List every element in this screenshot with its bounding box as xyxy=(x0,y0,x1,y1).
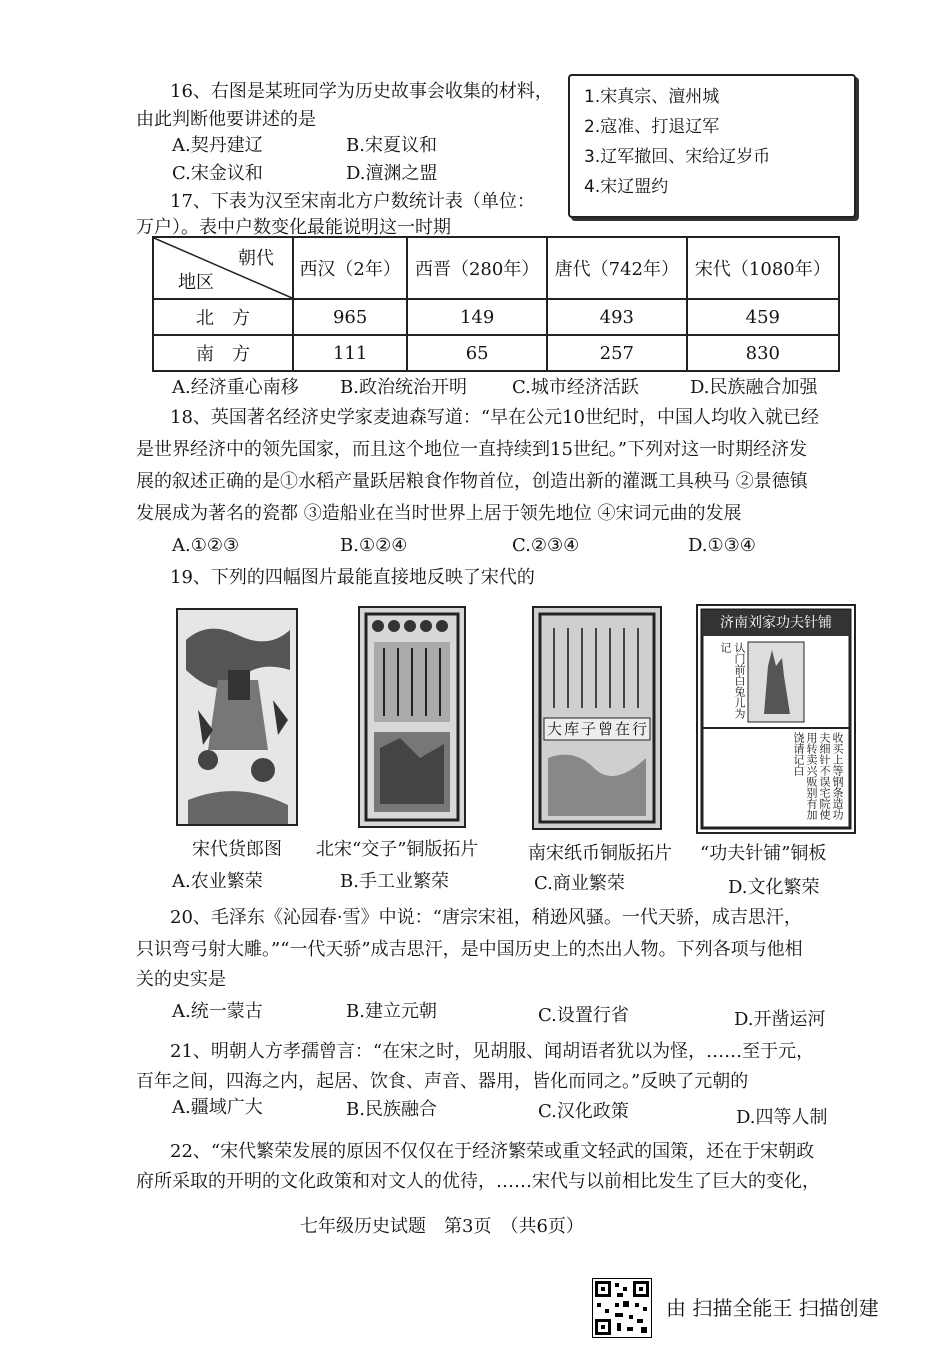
needle-shop-plate-image xyxy=(696,604,856,834)
q20-stem-line1: 20、毛泽东《沁园春·雪》中说：“唐宗宋祖，稍逊风骚。一代天骄，成吉思汗， xyxy=(170,907,802,928)
q16-note-item-4: 4.宋辽盟约 xyxy=(584,177,669,197)
q18-option-b: B.①②④ xyxy=(340,535,408,556)
caption-paper-money: 南宋纸币铜版拓片 xyxy=(528,843,672,864)
q18-option-d: D.①③④ xyxy=(688,535,756,556)
table-cell: 965 xyxy=(293,299,407,335)
q21-option-c: C.汉化政策 xyxy=(538,1101,629,1122)
q20-option-b: B.建立元朝 xyxy=(346,1001,437,1022)
q19-option-c: C.商业繁荣 xyxy=(534,873,625,894)
qr-code-icon xyxy=(592,1278,652,1338)
q21-stem-line2: 百年之间，四海之内，起居、饮食、声音、器用，皆化而同之。”反映了元朝的 xyxy=(136,1071,749,1092)
table-cell: 149 xyxy=(407,299,547,335)
caption-jiaozi: 北宋“交子”铜版拓片 xyxy=(316,839,479,860)
q18-option-c: C.②③④ xyxy=(512,535,580,556)
household-table xyxy=(152,236,840,372)
q21-option-d: D.四等人制 xyxy=(736,1107,828,1128)
q16-note-item-1: 1.宋真宗、澶州城 xyxy=(584,87,720,107)
header-xijin: 西晋（280年） xyxy=(407,237,547,299)
q21-option-a: A.疆域广大 xyxy=(172,1097,263,1118)
q16-note-card xyxy=(568,74,856,218)
needle-shop-advert-text: 收买上等钢条造功夫细针不误宅院使用转卖兴贩别有加饶请记白 xyxy=(792,732,844,820)
q16-note-item-3: 3.辽军撤回、宋给辽岁币 xyxy=(584,147,771,167)
q19-option-b: B.手工业繁荣 xyxy=(340,871,449,892)
q16-option-d: D.澶渊之盟 xyxy=(346,163,438,184)
q16-option-b: B.宋夏议和 xyxy=(346,135,437,156)
paper-money-illustration xyxy=(534,608,660,828)
table-row-south xyxy=(153,335,839,371)
q22-stem-line1: 22、“宋代繁荣发展的原因不仅仅在于经济繁荣或重文轻武的国策，还在于宋朝政 xyxy=(170,1141,815,1162)
scanner-watermark: 由 扫描全能王 扫描创建 xyxy=(666,1296,879,1320)
q16-stem-line2: 由此判断他要讲述的是 xyxy=(136,109,316,130)
caption-needle-shop: “功夫针铺”铜板 xyxy=(700,843,827,864)
paper-money-inscription: 大库子曾在行 xyxy=(546,720,649,738)
q21-stem-line1: 21、明朝人方孝孺曾言：“在宋之时，见胡服、闻胡语者犹以为怪，……至于元， xyxy=(170,1041,815,1062)
q20-option-a: A.统一蒙古 xyxy=(172,1001,263,1022)
q17-option-b: B.政治统治开明 xyxy=(340,377,467,398)
table-corner-cell xyxy=(153,237,293,299)
paper-money-plate-image xyxy=(532,606,662,830)
needle-shop-title: 济南刘家功夫针铺 xyxy=(720,615,832,631)
peddler-illustration xyxy=(178,610,296,824)
q17-option-a: A.经济重心南移 xyxy=(172,377,299,398)
q17-stem-line2: 万户）。表中户数变化最能说明这一时期 xyxy=(136,217,451,238)
table-cell: 111 xyxy=(293,335,407,371)
q20-stem-line2: 只识弯弓射大雕。”“一代天骄”成吉思汗，是中国历史上的杰出人物。下列各项与他相 xyxy=(136,939,803,960)
caption-peddler: 宋代货郎图 xyxy=(192,839,282,860)
peddler-painting-image xyxy=(176,608,298,826)
q17-option-d: D.民族融合加强 xyxy=(690,377,818,398)
header-tang: 唐代（742年） xyxy=(547,237,687,299)
page-footer: 七年级历史试题 第3页 （共6页） xyxy=(300,1216,584,1237)
table-cell: 830 xyxy=(687,335,839,371)
header-xihan: 西汉（2年） xyxy=(293,237,407,299)
table-row-north xyxy=(153,299,839,335)
q22-stem-line2: 府所采取的开明的文化政策和对文人的优待，……宋代与以前相比发生了巨大的变化， xyxy=(136,1171,820,1192)
q18-option-a: A.①②③ xyxy=(172,535,240,556)
corner-label-dynasty: 朝代 xyxy=(238,248,274,269)
table-cell: 257 xyxy=(547,335,687,371)
table-cell: 65 xyxy=(407,335,547,371)
q20-option-d: D.开凿运河 xyxy=(734,1009,826,1030)
q16-note-item-2: 2.寇准、打退辽军 xyxy=(584,117,720,137)
q17-option-c: C.城市经济活跃 xyxy=(512,377,639,398)
q16-option-a: A.契丹建辽 xyxy=(172,135,263,156)
q21-option-b: B.民族融合 xyxy=(346,1099,437,1120)
qr-pattern xyxy=(593,1279,651,1337)
q18-stem-line1: 18、英国著名经济史学家麦迪森写道：“早在公元10世纪时，中国人均收入就已经 xyxy=(170,407,820,428)
q19-option-a: A.农业繁荣 xyxy=(172,871,263,892)
jiaozi-illustration xyxy=(360,608,464,826)
row-label-south: 南 方 xyxy=(153,335,293,371)
q19-option-d: D.文化繁荣 xyxy=(728,877,820,898)
table-cell: 459 xyxy=(687,299,839,335)
corner-label-region: 地区 xyxy=(178,272,214,293)
q19-stem: 19、下列的四幅图片最能直接地反映了宋代的 xyxy=(170,567,535,588)
q18-stem-line3: 展的叙述正确的是①水稻产量跃居粮食作物首位，创造出新的灌溉工具秧马 ②景德镇 xyxy=(136,471,808,492)
q18-stem-line4: 发展成为著名的瓷都 ③造船业在当时世界上居于领先地位 ④宋词元曲的发展 xyxy=(136,503,742,524)
q20-option-c: C.设置行省 xyxy=(538,1005,629,1026)
header-song: 宋代（1080年） xyxy=(687,237,839,299)
row-label-north: 北 方 xyxy=(153,299,293,335)
needle-shop-side-text: 认门前白兔儿为记 xyxy=(719,642,746,719)
q16-stem-line1: 16、右图是某班同学为历史故事会收集的材料， xyxy=(170,81,553,102)
q20-stem-line3: 关的史实是 xyxy=(136,969,226,990)
q18-stem-line2: 是世界经济中的领先国家，而且这个地位一直持续到15世纪。”下列对这一时期经济发 xyxy=(136,439,808,460)
table-cell: 493 xyxy=(547,299,687,335)
q17-stem-line1: 17、下表为汉至宋南北方户数统计表（单位： xyxy=(170,191,535,212)
q16-option-c: C.宋金议和 xyxy=(172,163,263,184)
jiaozi-plate-image xyxy=(358,606,466,828)
